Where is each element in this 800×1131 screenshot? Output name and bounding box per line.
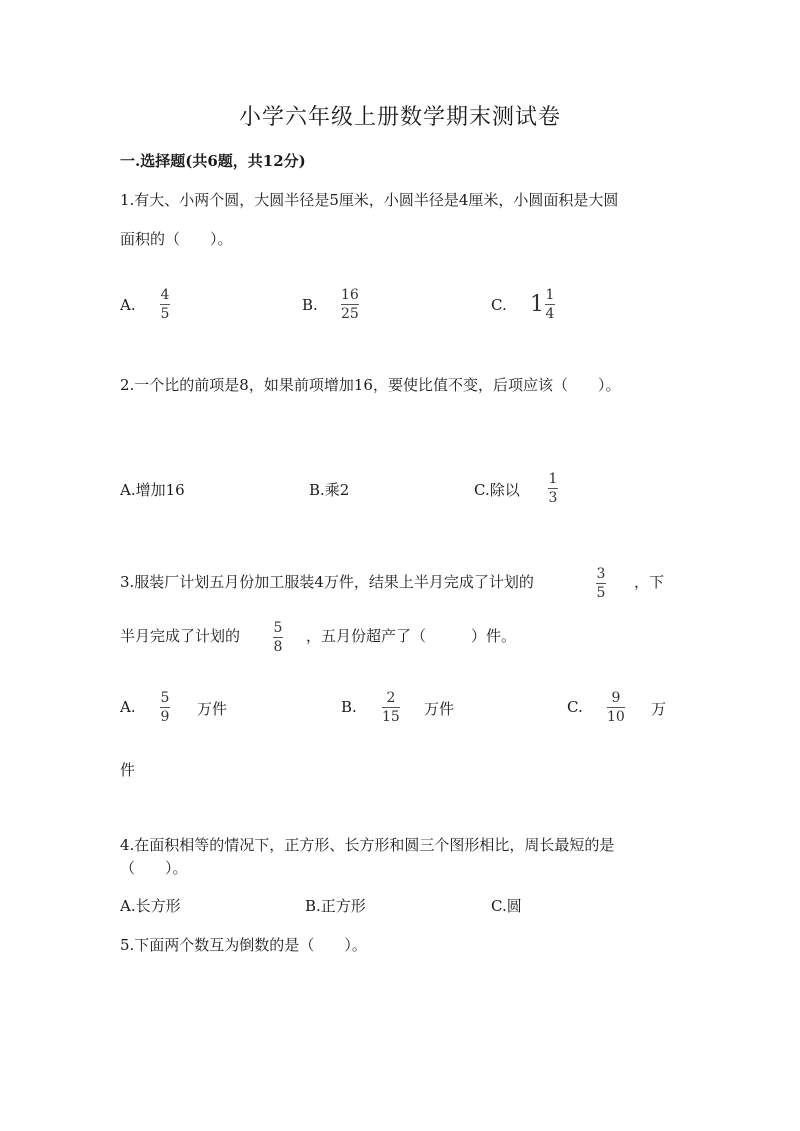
q1-option-a-label: A. [120,296,136,314]
q1-option-c-label: C. [491,296,507,314]
q4-option-b: B.正方形 [305,897,366,915]
q3-option-c-unit: 万 [651,700,667,718]
q3-option-c-unit-wrap: 件 [120,761,136,779]
page-title: 小学六年级上册数学期末测试卷 [238,105,561,130]
denominator: 5 [160,306,170,322]
numerator: 3 [596,566,606,582]
question-3-line-2-end: ，五月份超产了（ ）件。 [306,627,517,645]
question-1-line-2: 面积的（ ）。 [120,230,233,248]
question-3-line-2: 半月完成了计划的 [120,627,241,645]
q2-option-c-fraction [548,471,558,506]
numerator: 4 [160,287,170,303]
numerator: 5 [273,620,283,636]
q3-option-a-unit: 万件 [197,700,228,718]
question-2-line-1: 2.一个比的前项是8，如果前项增加16，要使比值不变，后项应该（ ）。 [120,376,621,394]
section-heading: 一.选择题(共6题，共12分) [120,152,306,170]
q4-option-c: C.圆 [491,897,522,915]
question-1-line-1: 1.有大、小两个圆，大圆半径是5厘米，小圆半径是4厘米，小圆面积是大圆 [120,191,619,209]
q2-option-a: A.增加16 [120,481,185,499]
q3-option-a-label: A. [120,698,136,716]
question-3-line-1-end: ，下 [634,573,665,591]
question-5-line-1: 5.下面两个数互为倒数的是（ ）。 [120,936,367,954]
denominator: 25 [341,306,359,322]
numerator: 16 [341,287,359,303]
q3-option-b-label: B. [341,698,357,716]
q1-option-b-fraction [341,287,359,322]
question-4-line-2: （ ）。 [120,859,188,877]
q1-option-a-fraction [160,287,170,322]
q1-option-c-mixed-number [530,287,555,322]
denominator: 8 [273,639,283,655]
q4-option-a: A.长方形 [120,897,181,915]
numerator: 9 [611,690,621,706]
numerator: 1 [548,471,558,487]
denominator: 15 [382,709,400,725]
q2-option-b: B.乘2 [309,481,350,499]
denominator: 5 [596,585,606,601]
q1-option-b-label: B. [302,296,318,314]
q3-fraction-first-half [596,566,606,601]
q3-option-c-fraction [607,690,625,725]
q3-option-b-unit: 万件 [424,700,455,718]
q2-option-c-label: C.除以 [474,481,520,499]
numerator: 2 [386,690,396,706]
denominator: 9 [160,709,170,725]
denominator: 10 [607,709,625,725]
question-4-line-1: 4.在面积相等的情况下，正方形、长方形和圆三个图形相比，周长最短的是 [120,836,615,854]
fraction-part [545,287,555,322]
denominator: 3 [548,490,558,506]
q3-fraction-second-half [273,620,283,655]
numerator: 1 [545,287,555,303]
question-3-line-1: 3.服装厂计划五月份加工服装4万件，结果上半月完成了计划的 [120,573,534,591]
whole-part: 1 [530,292,544,317]
q3-option-c-label: C. [567,698,583,716]
q3-option-a-fraction [160,690,170,725]
denominator: 4 [545,306,555,322]
numerator: 5 [160,690,170,706]
q3-option-b-fraction [382,690,400,725]
